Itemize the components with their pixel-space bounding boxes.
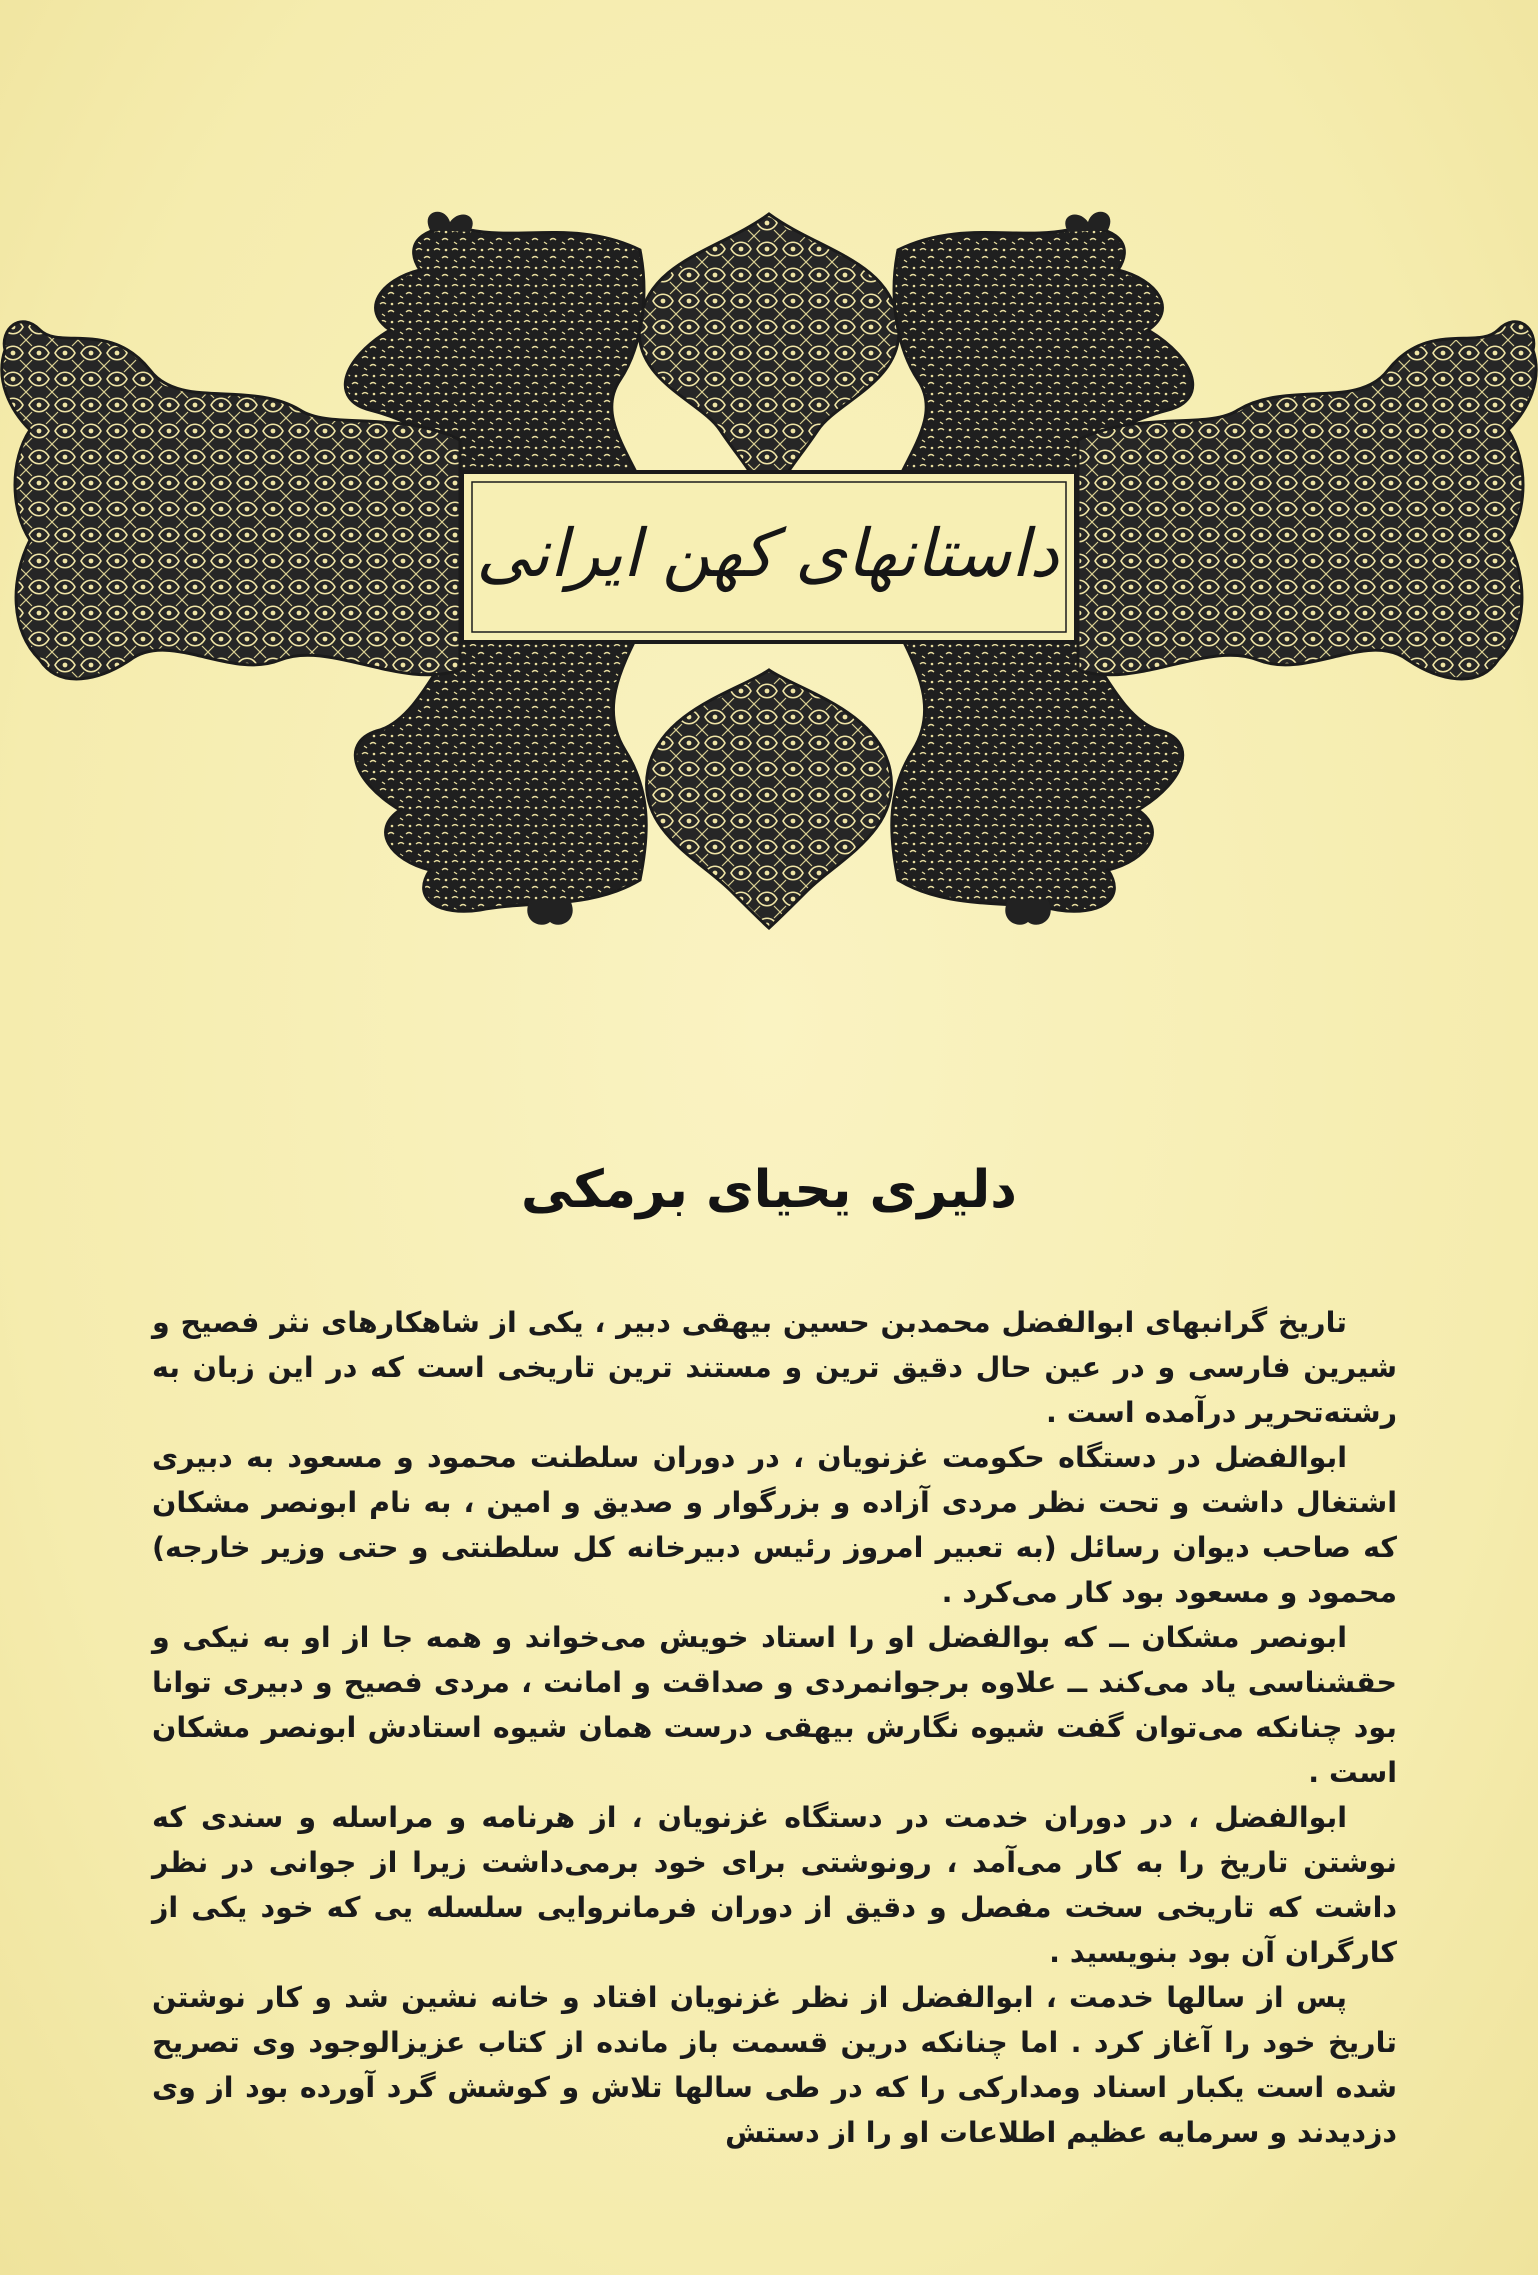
top-left-sprig bbox=[428, 212, 473, 232]
story-body bbox=[152, 1300, 1397, 2155]
paragraph-2: ابوالفضل در دستگاه حکومت غزنویان ، در دوران سلطنت محمود و مسعود به دبیری اشتغال داشت و تحت نظر مردی آزاده و بزرگوار و صدیق و امین ، به نام ابونصر مشکان که صاحب دیوان رسائل (به تعبیر امروز رئیس دبیرخانه کل سلطنتی و حتی وزیر خارجه) محمود و مسعود بود کار می‌کرد . bbox=[152, 1441, 1397, 1609]
top-medallion bbox=[639, 214, 899, 510]
story-title: دلیری یحیای برمکی bbox=[521, 1160, 1017, 1220]
paragraph-1: تاریخ گرانبهای ابوالفضل محمدبن حسین بیهقی دبیر ، یکی از شاهکارهای نثر فصیح و شیرین فارسی و در عین حال دقیق ترین و مستند ترین تاریخی است که در این زبان به رشته‌تحریر درآمده است . bbox=[152, 1306, 1397, 1429]
series-title: داستانهای کهن ایرانی bbox=[476, 514, 1059, 592]
paragraph-5: پس از سالها خدمت ، ابوالفضل از نظر غزنویان افتاد و خانه نشین شد و کار نوشتن تاریخ خود را آغاز کرد . اما چنانکه درین قسمت باز مانده از کتاب عزیزالوجود وی تصریح شده است یکبار اسناد ومدارکی را که در طی سالها تلاش و کوشش گرد آورده بود از وی دزدیدند و سرمایه عظیم اطلاعات او را از دستش bbox=[152, 1981, 1397, 2149]
paragraph-4: ابوالفضل ، در دوران خدمت در دستگاه غزنویان ، از هرنامه و مراسله و سندی که نوشتن تاریخ را به کار می‌آمد ، رونوشتی برای خود برمی‌داشت زیرا از جوانی در نظر داشت که تاریخی سخت مفصل و دقیق از دوران فرمانروایی سلسله یی که خود یکی از کارگران آن بود بنویسید . bbox=[152, 1801, 1397, 1969]
paragraph-3: ابونصر مشکان ــ که بوالفضل او را استاد خویش می‌خواند و همه جا از او به نیکی و حقشناسی یاد می‌کند ــ علاوه برجوانمردی و صداقت و امانت ، مردی فصیح و دبیری توانا بود چنانکه می‌توان گفت شیوه نگارش بیهقی درست همان شیوه استادش ابونصر مشکان است . bbox=[152, 1621, 1397, 1789]
bottom-medallion bbox=[647, 670, 892, 928]
left-pendant bbox=[527, 900, 572, 925]
top-right-sprig bbox=[1065, 212, 1110, 232]
right-pendant bbox=[1005, 900, 1050, 925]
series-title-cartouche bbox=[470, 478, 1065, 628]
